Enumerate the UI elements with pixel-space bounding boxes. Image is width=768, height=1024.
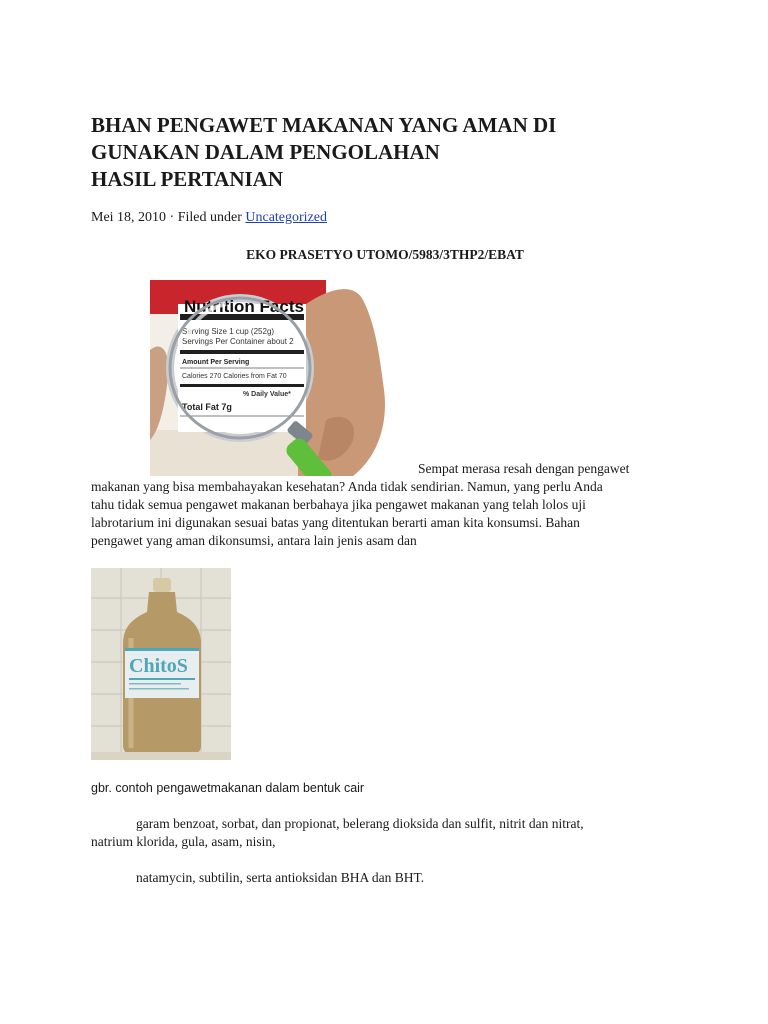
preservatives-paragraph — [91, 815, 676, 851]
paragraph-line: makanan yang bisa membahayakan kesehatan? Anda tidak sendirian. Namun, yang perlu Anda — [91, 479, 603, 494]
title-line: HASIL PERTANIAN — [91, 167, 283, 191]
liquid-preservative-bottle-photo-icon — [91, 568, 231, 760]
title-line: BHAN PENGAWET MAKANAN YANG AMAN DI — [91, 113, 557, 137]
category-link[interactable]: Uncategorized — [245, 210, 327, 225]
paragraph-line: pengawet yang aman dikonsumsi, antara lain jenis asam dan — [91, 533, 417, 548]
bottle-brand: ChitoS — [129, 655, 188, 677]
svg-text:Amount Per Serving: Amount Per Serving — [182, 359, 250, 366]
title-line: GUNAKAN DALAM PENGOLAHAN — [91, 140, 440, 164]
magnifying-glass-photo-icon — [148, 280, 410, 476]
bottle-photo — [91, 568, 231, 760]
paragraph-line: natrium klorida, gula, asam, nisin, — [91, 834, 276, 849]
paragraph-line: natamycin, subtilin, serta antioksidan BHA dan BHT. — [136, 870, 425, 885]
label-heading: Nutrition Facts — [184, 297, 304, 316]
svg-text:% Daily Value*: % Daily Value* — [243, 391, 291, 398]
paragraph-line: Sempat merasa resah dengan pengawet — [418, 461, 630, 476]
paragraph-line: garam benzoat, sorbat, dan propionat, belerang dioksida dan sulfit, nitrit dan nitrat, — [136, 816, 584, 831]
intro-paragraph — [91, 460, 676, 550]
antioxidants-paragraph — [91, 869, 676, 887]
article-title — [91, 112, 711, 193]
post-meta — [91, 208, 327, 228]
svg-text:Calories 270 Calories from F: Calories 270 Calories from Fat 70 — [182, 373, 287, 380]
paragraph-line: labrotarium ini digunakan sesuai batas yang ditentukan berarti aman kita konsumsi. Bahan — [91, 515, 580, 530]
svg-text:Serving Size 1 cup (252g): Serving Size 1 cup (252g) — [182, 327, 275, 336]
svg-text:Servings Per Container about 2: Servings Per Container about 2 — [182, 337, 294, 346]
paragraph-line: tahu tidak semua pengawet makanan berbahaya jika pengawet makanan yang telah lolos uji — [91, 497, 586, 512]
magnifier-photo — [148, 280, 410, 476]
svg-text:Total Fat 7g: Total Fat 7g — [182, 402, 232, 412]
image-caption: gbr. contoh pengawetmakanan dalam bentuk cair — [91, 781, 365, 795]
post-date: Mei 18, 2010 · Filed under — [91, 210, 246, 225]
author-line: EKO PRASETYO UTOMO/5983/3THP2/EBAT — [246, 247, 524, 262]
